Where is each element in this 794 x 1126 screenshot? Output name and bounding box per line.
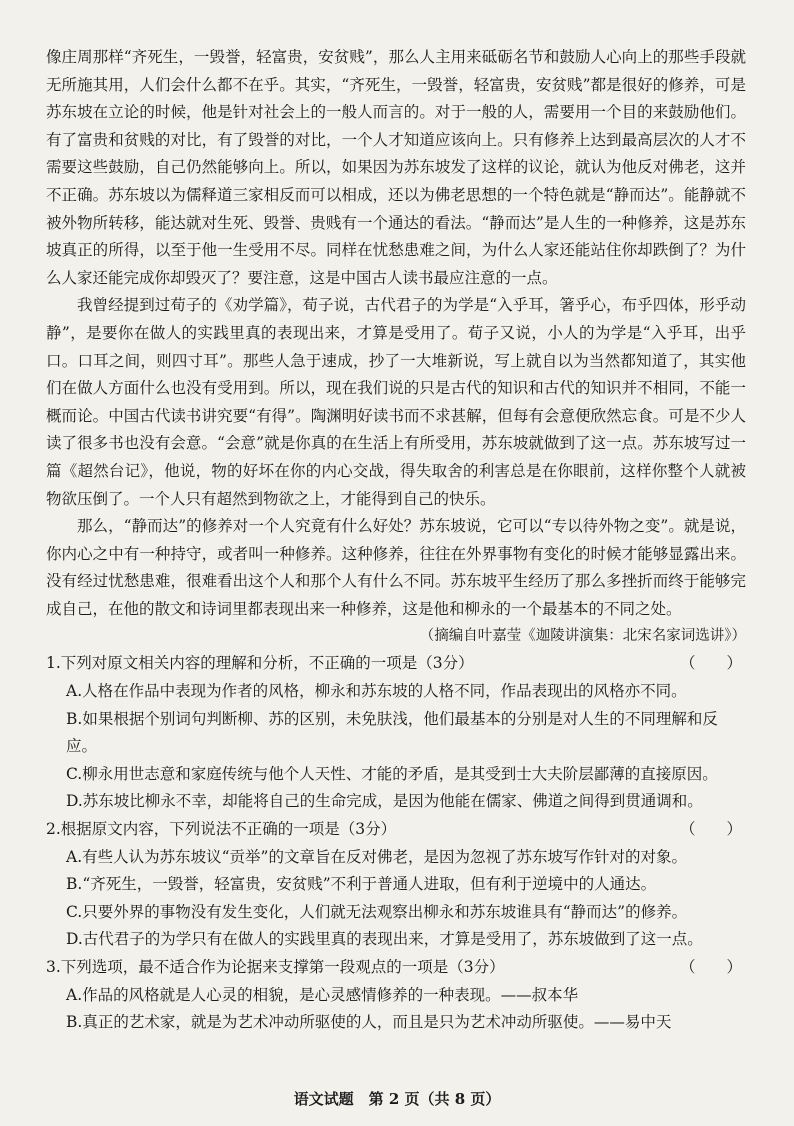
answer-blank-3: （ ） — [679, 958, 742, 976]
question-1 — [46, 650, 746, 816]
answer-blank-1: （ ） — [679, 654, 742, 673]
question-2-option-d: D.古代君子的为学只有在做人的实践里真的表现出来，才算是受用了，苏东坡做到了这一点。 — [66, 930, 703, 949]
question-2-option-b: B.“齐死生，一毁誉，轻富贵，安贫贱”不利于普通人进取，但有利于逆境中的人通达。 — [66, 875, 657, 894]
page-footer: 语文试题 第 2 页（共 8 页） — [293, 1090, 501, 1108]
question-1-option-d: D.苏东坡比柳永不幸，却能将自己的生命完成，是因为他能在儒家、佛道之间得到贯通调和。 — [66, 792, 703, 811]
passage-paragraph-2: 我曾经提到过荀子的《劝学篇》，荀子说，古代君子的为学是“入乎耳，箸乎心，布乎四体，形乎动静”，是要你在做人的实践里真的表现出来，才算是受用了。荀子又说，小人的为学是“入乎耳，出乎口。口耳之间，则四寸耳”。那些人急于速成，抄了一大堆新说，写上就自以为当然都知道了，其实他们在做人方面什么也没有受用到。所以，现在我们说的只是古代的知识和古代的知识并不相同，不能一概而论。中国古代读书讲究要“有得”。陶渊明好读书而不求甚解，但每有会意便欣然忘食。可是不少人读了很多书也没有会意。“会意”就是你真的在生活上有所受用，苏东坡就做到了这一点。苏东坡写过一篇《超然台记》，他说，物的好坏在你的内心交战，得失取舍的利害总是在你眼前，这样你整个人就被物欲压倒了。一个人只有超然到物欲之上，才能得到自己的快乐。 — [46, 296, 746, 508]
question-3 — [46, 954, 746, 1037]
question-1-option-c: C.柳永用世志意和家庭传统与他个人天性、才能的矛盾，是其受到士大夫阶层鄙薄的直接原因。 — [66, 764, 718, 783]
passage-source: （摘编自叶嘉莹《迦陵讲演集：北宋名家词选讲》） — [419, 628, 746, 645]
question-1-stem: 1.下列对原文相关内容的理解和分析，不正确的一项是（3分） — [46, 654, 474, 673]
passage-paragraph-1: 像庄周那样“齐死生，一毁誉，轻富贵，安贫贱”，那么人主用来砥砺名节和鼓励人心向上的那些手段就无所施其用，人们会什么都不在乎。其实，“齐死生，一毁誉，轻富贵，安贫贱”都是很好的修养，可是苏东坡在立论的时候，他是针对社会上的一般人而言的。对于一般的人，需要用一个目的来鼓励他们。有了富贵和贫贱的对比，有了毁誉的对比，一个人才知道应该向上。只有修养上达到最高层次的人才不需要这些鼓励，自己仍然能够向上。所以，如果因为苏东坡发了这样的议论，就认为他反对佛老，这并不正确。苏东坡以为儒释道三家相反而可以相成，还以为佛老思想的一个特色就是“静而达”。能静就不被外物所转移，能达就对生死、毁誉、贵贱有一个通达的看法。“静而达”是人生的一种修养，这是苏东坡真正的所得，以至于他一生受用不尽。同样在忧愁患难之间，为什么人家还能站住你却跌倒了？为什么人家还能完成你却毁灭了？要注意，这是中国古人读书最应注意的一点。 — [46, 48, 746, 287]
question-2-stem: 2.根据原文内容，下列说法不正确的一项是（3分） — [46, 820, 397, 839]
question-2-option-c: C.只要外界的事物没有发生变化，人们就无法观察出柳永和苏东坡谁具有“静而达”的修养。 — [66, 902, 688, 921]
answer-blank-2: （ ） — [679, 820, 742, 839]
question-2-option-a: A.有些人认为苏东坡议“贡举”的文章旨在反对佛老，是因为忽视了苏东坡写作针对的对象。 — [66, 847, 687, 866]
exam-page — [46, 44, 746, 1037]
question-3-stem: 3.下列选项，最不适合作为论据来支撑第一段观点的一项是（3分） — [46, 958, 505, 976]
question-2 — [46, 816, 746, 954]
question-3-option-a: A.作品的风格就是人心灵的相貌，是心灵感情修养的一种表现。——叔本华 — [66, 985, 579, 1004]
question-1-option-b: B.如果根据个别词句判断柳、苏的区别，未免肤浅，他们最基本的分别是对人生的不同理解和反应。 — [66, 709, 718, 756]
question-1-option-a: A.人格在作品中表现为作者的风格，柳永和苏东坡的人格不同，作品表现出的风格亦不同。 — [66, 682, 687, 701]
question-3-option-b: B.真正的艺术家，就是为艺术冲动所驱使的人，而且是只为艺术冲动所驱使。——易中天 — [66, 1013, 672, 1032]
passage-paragraph-3: 那么，“静而达”的修养对一个人究竟有什么好处？苏东坡说，它可以“专以待外物之变”。就是说，你内心之中有一种持守，或者叫一种修养。这种修养，往往在外界事物有变化的时候才能够显露出来。没有经过忧愁患难，很难看出这个人和那个人有什么不同。苏东坡平生经历了那么多挫折而终于能够完成自己，在他的散文和诗词里都表现出来一种修养，这是他和柳永的一个最基本的不同之处。 — [46, 517, 746, 618]
